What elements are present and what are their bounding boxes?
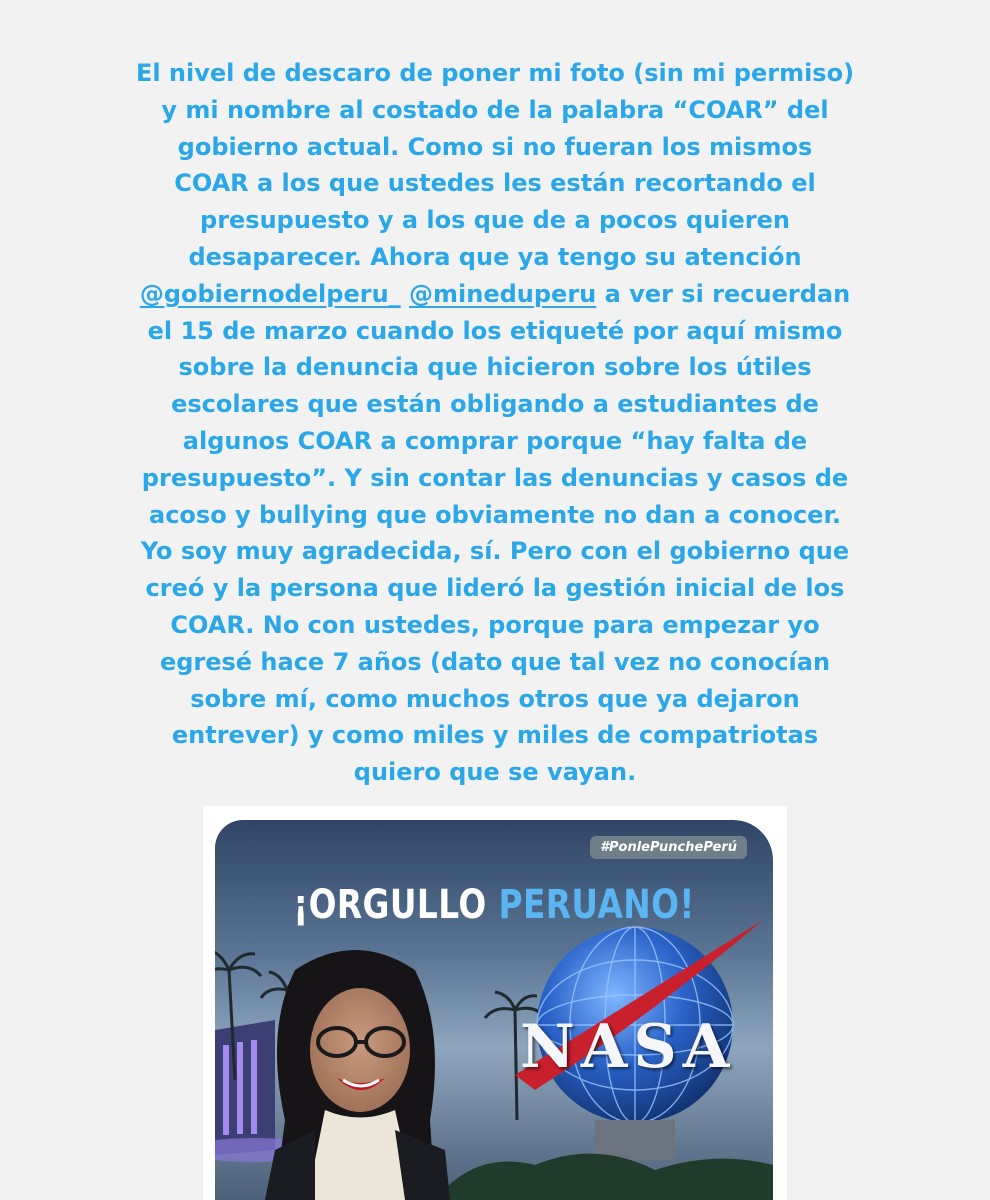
story-line: El nivel de descaro de poner mi foto (sin mi permiso) — [135, 59, 855, 87]
story-line: algunos COAR a comprar porque “hay falta de — [182, 426, 808, 455]
story-line: Yo soy muy agradecida, sí. Pero con el gobierno que — [140, 537, 850, 566]
story-line: gobierno actual. Como si no fueran los mismos — [177, 132, 813, 161]
nasa-logo-text: NASA — [520, 1012, 736, 1082]
globe-pedestal — [595, 1120, 675, 1160]
poster-headline — [265, 882, 723, 928]
person-face — [310, 988, 410, 1112]
poster-scene — [215, 820, 773, 1200]
building-light — [237, 1042, 243, 1134]
story-line: y mi nombre al costado de la palabra “COAR” del — [161, 95, 829, 124]
hashtag-badge: #PonlePunchePerú — [590, 836, 747, 859]
story-text — [90, 55, 900, 791]
story-line: sobre mí, como muchos otros que ya dejaron — [190, 684, 800, 713]
story-line: egresé hace 7 años (dato que tal vez no conocían — [159, 647, 831, 676]
story-line: creó y la persona que lideró la gestión inicial de los — [145, 574, 845, 603]
mention-tail-text: a ver si recuerdan — [596, 279, 851, 308]
mention-mineduperu-link[interactable]: @mineduperu — [409, 279, 597, 308]
poster-illustration — [215, 820, 773, 1200]
story-line: quiero que se vayan. — [353, 758, 637, 787]
story-line: entrever) y como miles y miles de compatriotas — [171, 721, 819, 750]
mention-gobiernodelperu-link[interactable]: @gobiernodelperu_ — [139, 279, 401, 308]
story-line-mentions — [90, 276, 900, 313]
story-line: acoso y bullying que obviamente no dan a conocer. — [149, 500, 841, 529]
headline-part2: PERUANO! — [498, 882, 695, 928]
story-line: COAR. No con ustedes, porque para empezar yo — [170, 610, 820, 639]
story-line: presupuesto y a los que de a pocos quieren — [200, 206, 790, 235]
story-line: presupuesto”. Y sin contar las denuncias y casos de — [141, 463, 849, 492]
headline-part1: ¡ORGULLO — [293, 882, 499, 928]
story-line: desaparecer. Ahora que ya tengo su atención — [188, 242, 802, 271]
shared-post-image[interactable] — [203, 806, 787, 1200]
building-light — [223, 1045, 229, 1135]
story-line: el 15 de marzo cuando los etiqueté por aquí mismo — [147, 316, 843, 345]
story-line: sobre la denuncia que hicieron sobre los útiles — [178, 353, 812, 382]
building-light — [251, 1040, 257, 1134]
story-line: escolares que están obligando a estudiantes de — [171, 390, 819, 419]
story-line: COAR a los que ustedes les están recortando el — [174, 169, 816, 198]
